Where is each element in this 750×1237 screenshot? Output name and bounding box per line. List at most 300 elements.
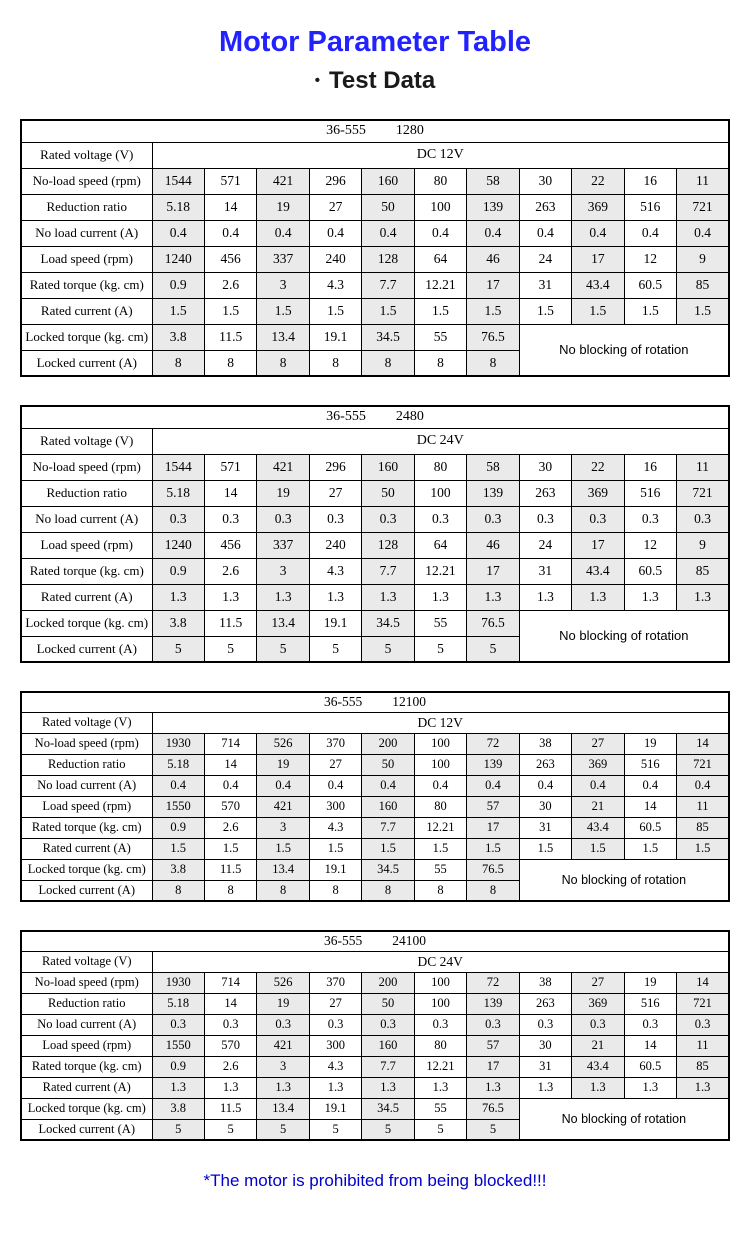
cell-value: 5.18 — [152, 194, 204, 220]
table-title — [21, 406, 729, 428]
cell-value: 5 — [152, 636, 204, 662]
row-label: Locked torque (kg. cm) — [21, 610, 152, 636]
cell-value: 0.4 — [257, 220, 309, 246]
cell-value: 14 — [624, 1035, 676, 1056]
cell-value: 1.3 — [414, 584, 466, 610]
row-label: No-load speed (rpm) — [21, 733, 152, 754]
cell-value: 5 — [362, 636, 414, 662]
cell-value: 456 — [204, 246, 256, 272]
row-label: Locked current (A) — [21, 636, 152, 662]
cell-value: 1.5 — [677, 298, 729, 324]
cell-value: 240 — [309, 246, 361, 272]
cell-value: 516 — [624, 993, 676, 1014]
cell-value: 0.9 — [152, 1056, 204, 1077]
no-block-note: No blocking of rotation — [519, 1098, 729, 1140]
cell-value: 1.3 — [572, 584, 624, 610]
cell-value: 55 — [414, 859, 466, 880]
cell-value: 0.4 — [624, 220, 676, 246]
spec-table-24100 — [20, 930, 730, 1141]
cell-value: 2.6 — [204, 1056, 256, 1077]
cell-value: 0.4 — [362, 220, 414, 246]
cell-value: 31 — [519, 558, 571, 584]
cell-value: 34.5 — [362, 610, 414, 636]
spec-table-12100 — [20, 691, 730, 902]
cell-value: 17 — [467, 558, 519, 584]
cell-value: 0.3 — [362, 1014, 414, 1035]
no-block-note: No blocking of rotation — [519, 324, 729, 376]
page-subtitle — [20, 67, 730, 95]
subtitle-text: Test Data — [329, 67, 436, 94]
cell-value: 296 — [309, 168, 361, 194]
cell-value: 3.8 — [152, 324, 204, 350]
cell-value: 8 — [257, 880, 309, 901]
cell-value: 0.9 — [152, 817, 204, 838]
cell-value: 60.5 — [624, 272, 676, 298]
cell-value: 1.3 — [257, 1077, 309, 1098]
cell-value: 369 — [572, 480, 624, 506]
table-model: 36-555 — [324, 694, 363, 710]
cell-value: 43.4 — [572, 1056, 624, 1077]
cell-value: 80 — [414, 454, 466, 480]
row-label: Rated current (A) — [21, 838, 152, 859]
cell-value: 27 — [572, 972, 624, 993]
voltage-value: DC 12V — [152, 712, 729, 733]
cell-value: 570 — [204, 1035, 256, 1056]
cell-value: 0.3 — [624, 506, 676, 532]
cell-value: 1.3 — [519, 1077, 571, 1098]
row-label: Locked current (A) — [21, 1119, 152, 1140]
cell-value: 76.5 — [467, 1098, 519, 1119]
cell-value: 19 — [624, 972, 676, 993]
cell-value: 1.3 — [204, 1077, 256, 1098]
cell-value: 337 — [257, 246, 309, 272]
cell-value: 80 — [414, 796, 466, 817]
cell-value: 60.5 — [624, 1056, 676, 1077]
cell-value: 1.5 — [362, 838, 414, 859]
cell-value: 50 — [362, 194, 414, 220]
cell-value: 13.4 — [257, 324, 309, 350]
cell-value: 139 — [467, 993, 519, 1014]
cell-value: 7.7 — [362, 558, 414, 584]
cell-value: 12.21 — [414, 817, 466, 838]
cell-value: 43.4 — [572, 817, 624, 838]
cell-value: 1.5 — [257, 298, 309, 324]
cell-value: 2.6 — [204, 272, 256, 298]
page-title: Motor Parameter Table — [218, 26, 532, 58]
cell-value: 0.3 — [467, 1014, 519, 1035]
cell-value: 19 — [624, 733, 676, 754]
cell-value: 721 — [677, 194, 729, 220]
cell-value: 5 — [204, 636, 256, 662]
cell-value: 7.7 — [362, 817, 414, 838]
cell-value: 27 — [309, 194, 361, 220]
cell-value: 80 — [414, 168, 466, 194]
cell-value: 24 — [519, 246, 571, 272]
cell-value: 11 — [677, 1035, 729, 1056]
cell-value: 11.5 — [204, 324, 256, 350]
row-label: No load current (A) — [21, 1014, 152, 1035]
cell-value: 1.5 — [572, 298, 624, 324]
cell-value: 8 — [309, 350, 361, 376]
cell-value: 1.5 — [624, 298, 676, 324]
row-label: Reduction ratio — [21, 194, 152, 220]
row-label: No-load speed (rpm) — [21, 168, 152, 194]
cell-value: 12.21 — [414, 272, 466, 298]
cell-value: 5.18 — [152, 480, 204, 506]
cell-value: 721 — [677, 480, 729, 506]
cell-value: 4.3 — [309, 1056, 361, 1077]
cell-value: 0.4 — [467, 220, 519, 246]
cell-value: 4.3 — [309, 272, 361, 298]
cell-value: 200 — [362, 733, 414, 754]
cell-value: 5 — [257, 636, 309, 662]
cell-value: 370 — [309, 733, 361, 754]
cell-value: 8 — [467, 350, 519, 376]
cell-value: 50 — [362, 480, 414, 506]
table-code: 24100 — [392, 933, 426, 949]
cell-value: 0.4 — [414, 220, 466, 246]
cell-value: 22 — [572, 168, 624, 194]
cell-value: 55 — [414, 610, 466, 636]
cell-value: 14 — [624, 796, 676, 817]
cell-value: 1.5 — [519, 298, 571, 324]
cell-value: 30 — [519, 1035, 571, 1056]
cell-value: 240 — [309, 532, 361, 558]
cell-value: 421 — [257, 796, 309, 817]
cell-value: 55 — [414, 324, 466, 350]
row-label: Load speed (rpm) — [21, 532, 152, 558]
cell-value: 0.3 — [677, 1014, 729, 1035]
cell-value: 31 — [519, 1056, 571, 1077]
cell-value: 3.8 — [152, 859, 204, 880]
cell-value: 19.1 — [309, 324, 361, 350]
cell-value: 17 — [467, 1056, 519, 1077]
cell-value: 1.3 — [309, 1077, 361, 1098]
cell-value: 1.3 — [204, 584, 256, 610]
row-label: No load current (A) — [21, 775, 152, 796]
cell-value: 11 — [677, 454, 729, 480]
cell-value: 64 — [414, 532, 466, 558]
cell-value: 0.9 — [152, 558, 204, 584]
cell-value: 8 — [414, 350, 466, 376]
cell-value: 570 — [204, 796, 256, 817]
cell-value: 0.3 — [414, 1014, 466, 1035]
cell-value: 19 — [257, 993, 309, 1014]
cell-value: 1.3 — [414, 1077, 466, 1098]
row-label: Load speed (rpm) — [21, 796, 152, 817]
cell-value: 516 — [624, 480, 676, 506]
cell-value: 1.5 — [677, 838, 729, 859]
row-label: Locked torque (kg. cm) — [21, 1098, 152, 1119]
cell-value: 0.4 — [362, 775, 414, 796]
cell-value: 30 — [519, 454, 571, 480]
cell-value: 1.3 — [624, 1077, 676, 1098]
cell-value: 1.3 — [152, 1077, 204, 1098]
cell-value: 1.3 — [467, 1077, 519, 1098]
cell-value: 4.3 — [309, 817, 361, 838]
cell-value: 5 — [467, 636, 519, 662]
cell-value: 60.5 — [624, 817, 676, 838]
cell-value: 11.5 — [204, 610, 256, 636]
cell-value: 571 — [204, 454, 256, 480]
cell-value: 100 — [414, 972, 466, 993]
cell-value: 1544 — [152, 454, 204, 480]
cell-value: 5 — [204, 1119, 256, 1140]
cell-value: 50 — [362, 993, 414, 1014]
cell-value: 3.8 — [152, 610, 204, 636]
cell-value: 57 — [467, 1035, 519, 1056]
cell-value: 1.5 — [204, 838, 256, 859]
row-label: Rated current (A) — [21, 1077, 152, 1098]
cell-value: 369 — [572, 754, 624, 775]
cell-value: 0.4 — [309, 775, 361, 796]
row-label: Rated torque (kg. cm) — [21, 272, 152, 298]
cell-value: 160 — [362, 168, 414, 194]
cell-value: 46 — [467, 246, 519, 272]
cell-value: 46 — [467, 532, 519, 558]
cell-value: 139 — [467, 194, 519, 220]
cell-value: 1.5 — [519, 838, 571, 859]
cell-value: 421 — [257, 1035, 309, 1056]
row-label: No load current (A) — [21, 506, 152, 532]
row-label: Load speed (rpm) — [21, 246, 152, 272]
cell-value: 296 — [309, 454, 361, 480]
cell-value: 100 — [414, 480, 466, 506]
cell-value: 76.5 — [467, 859, 519, 880]
cell-value: 14 — [204, 480, 256, 506]
cell-value: 38 — [519, 972, 571, 993]
no-block-note: No blocking of rotation — [519, 610, 729, 662]
cell-value: 85 — [677, 272, 729, 298]
cell-value: 17 — [572, 532, 624, 558]
cell-value: 8 — [362, 880, 414, 901]
cell-value: 3 — [257, 272, 309, 298]
cell-value: 1.3 — [519, 584, 571, 610]
cell-value: 0.4 — [677, 775, 729, 796]
table-title — [21, 692, 729, 712]
cell-value: 1.5 — [204, 298, 256, 324]
cell-value: 9 — [677, 532, 729, 558]
cell-value: 100 — [414, 194, 466, 220]
row-label: No-load speed (rpm) — [21, 972, 152, 993]
cell-value: 1.3 — [362, 584, 414, 610]
cell-value: 5 — [309, 636, 361, 662]
cell-value: 300 — [309, 1035, 361, 1056]
cell-value: 0.3 — [519, 1014, 571, 1035]
cell-value: 8 — [467, 880, 519, 901]
cell-value: 1.5 — [414, 838, 466, 859]
cell-value: 5 — [309, 1119, 361, 1140]
cell-value: 27 — [309, 480, 361, 506]
cell-value: 2.6 — [204, 558, 256, 584]
cell-value: 21 — [572, 796, 624, 817]
subtitle-bullet: • — [314, 72, 320, 89]
cell-value: 1.5 — [467, 838, 519, 859]
cell-value: 21 — [572, 1035, 624, 1056]
cell-value: 85 — [677, 817, 729, 838]
cell-value: 0.4 — [572, 220, 624, 246]
cell-value: 1.5 — [309, 838, 361, 859]
cell-value: 263 — [519, 993, 571, 1014]
cell-value: 58 — [467, 168, 519, 194]
cell-value: 19.1 — [309, 610, 361, 636]
cell-value: 8 — [362, 350, 414, 376]
cell-value: 5 — [414, 1119, 466, 1140]
cell-value: 1240 — [152, 532, 204, 558]
voltage-value: DC 12V — [152, 142, 729, 168]
cell-value: 0.4 — [152, 220, 204, 246]
cell-value: 263 — [519, 754, 571, 775]
row-label: Rated voltage (V) — [21, 142, 152, 168]
cell-value: 0.3 — [362, 506, 414, 532]
cell-value: 3 — [257, 1056, 309, 1077]
cell-value: 14 — [204, 194, 256, 220]
cell-value: 19 — [257, 194, 309, 220]
cell-value: 43.4 — [572, 558, 624, 584]
cell-value: 76.5 — [467, 324, 519, 350]
cell-value: 128 — [362, 532, 414, 558]
cell-value: 100 — [414, 993, 466, 1014]
cell-value: 1.5 — [152, 838, 204, 859]
cell-value: 337 — [257, 532, 309, 558]
cell-value: 17 — [572, 246, 624, 272]
cell-value: 0.3 — [257, 1014, 309, 1035]
cell-value: 27 — [309, 754, 361, 775]
cell-value: 13.4 — [257, 610, 309, 636]
row-label: Rated current (A) — [21, 584, 152, 610]
cell-value: 0.3 — [309, 506, 361, 532]
cell-value: 263 — [519, 194, 571, 220]
cell-value: 16 — [624, 168, 676, 194]
cell-value: 456 — [204, 532, 256, 558]
cell-value: 516 — [624, 754, 676, 775]
cell-value: 526 — [257, 733, 309, 754]
cell-value: 5 — [257, 1119, 309, 1140]
cell-value: 369 — [572, 194, 624, 220]
row-label: Rated voltage (V) — [21, 951, 152, 972]
row-label: Locked torque (kg. cm) — [21, 324, 152, 350]
cell-value: 0.3 — [677, 506, 729, 532]
cell-value: 1.3 — [362, 1077, 414, 1098]
cell-value: 24 — [519, 532, 571, 558]
cell-value: 714 — [204, 733, 256, 754]
cell-value: 19 — [257, 754, 309, 775]
cell-value: 19.1 — [309, 859, 361, 880]
cell-value: 0.4 — [519, 775, 571, 796]
cell-value: 34.5 — [362, 1098, 414, 1119]
cell-value: 27 — [309, 993, 361, 1014]
cell-value: 7.7 — [362, 272, 414, 298]
cell-value: 1.5 — [309, 298, 361, 324]
cell-value: 721 — [677, 993, 729, 1014]
row-label: Locked current (A) — [21, 880, 152, 901]
cell-value: 31 — [519, 817, 571, 838]
cell-value: 1.3 — [677, 1077, 729, 1098]
spec-table-2480 — [20, 405, 730, 663]
cell-value: 14 — [204, 754, 256, 775]
cell-value: 13.4 — [257, 859, 309, 880]
cell-value: 0.3 — [572, 1014, 624, 1035]
table-code: 12100 — [392, 694, 426, 710]
cell-value: 1.3 — [677, 584, 729, 610]
cell-value: 263 — [519, 480, 571, 506]
voltage-value: DC 24V — [152, 428, 729, 454]
cell-value: 1.3 — [257, 584, 309, 610]
row-label: Rated torque (kg. cm) — [21, 1056, 152, 1077]
cell-value: 1.5 — [624, 838, 676, 859]
cell-value: 4.3 — [309, 558, 361, 584]
row-label: Rated voltage (V) — [21, 428, 152, 454]
cell-value: 0.3 — [572, 506, 624, 532]
cell-value: 0.3 — [414, 506, 466, 532]
cell-value: 34.5 — [362, 324, 414, 350]
cell-value: 369 — [572, 993, 624, 1014]
cell-value: 0.3 — [467, 506, 519, 532]
cell-value: 8 — [309, 880, 361, 901]
cell-value: 1.5 — [152, 298, 204, 324]
cell-value: 0.4 — [467, 775, 519, 796]
cell-value: 1.3 — [152, 584, 204, 610]
cell-value: 38 — [519, 733, 571, 754]
cell-value: 12 — [624, 246, 676, 272]
cell-value: 516 — [624, 194, 676, 220]
table-title — [21, 931, 729, 951]
cell-value: 11.5 — [204, 1098, 256, 1119]
row-label: Reduction ratio — [21, 480, 152, 506]
cell-value: 19 — [257, 480, 309, 506]
cell-value: 300 — [309, 796, 361, 817]
cell-value: 526 — [257, 972, 309, 993]
cell-value: 8 — [152, 350, 204, 376]
cell-value: 0.3 — [204, 1014, 256, 1035]
cell-value: 85 — [677, 1056, 729, 1077]
cell-value: 8 — [257, 350, 309, 376]
cell-value: 0.3 — [152, 506, 204, 532]
cell-value: 721 — [677, 754, 729, 775]
cell-value: 64 — [414, 246, 466, 272]
cell-value: 1.3 — [309, 584, 361, 610]
row-label: Reduction ratio — [21, 754, 152, 775]
cell-value: 80 — [414, 1035, 466, 1056]
row-label: Rated torque (kg. cm) — [21, 817, 152, 838]
cell-value: 160 — [362, 1035, 414, 1056]
table-model: 36-555 — [326, 409, 366, 425]
cell-value: 0.3 — [204, 506, 256, 532]
cell-value: 43.4 — [572, 272, 624, 298]
cell-value: 1550 — [152, 1035, 204, 1056]
cell-value: 50 — [362, 754, 414, 775]
cell-value: 58 — [467, 454, 519, 480]
cell-value: 14 — [204, 993, 256, 1014]
cell-value: 7.7 — [362, 1056, 414, 1077]
row-label: Locked torque (kg. cm) — [21, 859, 152, 880]
cell-value: 14 — [677, 972, 729, 993]
cell-value: 0.9 — [152, 272, 204, 298]
footer-note: *The motor is prohibited from being blocked!!! — [203, 1171, 547, 1190]
cell-value: 160 — [362, 454, 414, 480]
cell-value: 34.5 — [362, 859, 414, 880]
cell-value: 0.3 — [152, 1014, 204, 1035]
cell-value: 1.5 — [572, 838, 624, 859]
cell-value: 2.6 — [204, 817, 256, 838]
cell-value: 22 — [572, 454, 624, 480]
row-label: Rated torque (kg. cm) — [21, 558, 152, 584]
cell-value: 0.3 — [257, 506, 309, 532]
cell-value: 0.4 — [414, 775, 466, 796]
cell-value: 30 — [519, 168, 571, 194]
cell-value: 85 — [677, 558, 729, 584]
cell-value: 0.3 — [624, 1014, 676, 1035]
